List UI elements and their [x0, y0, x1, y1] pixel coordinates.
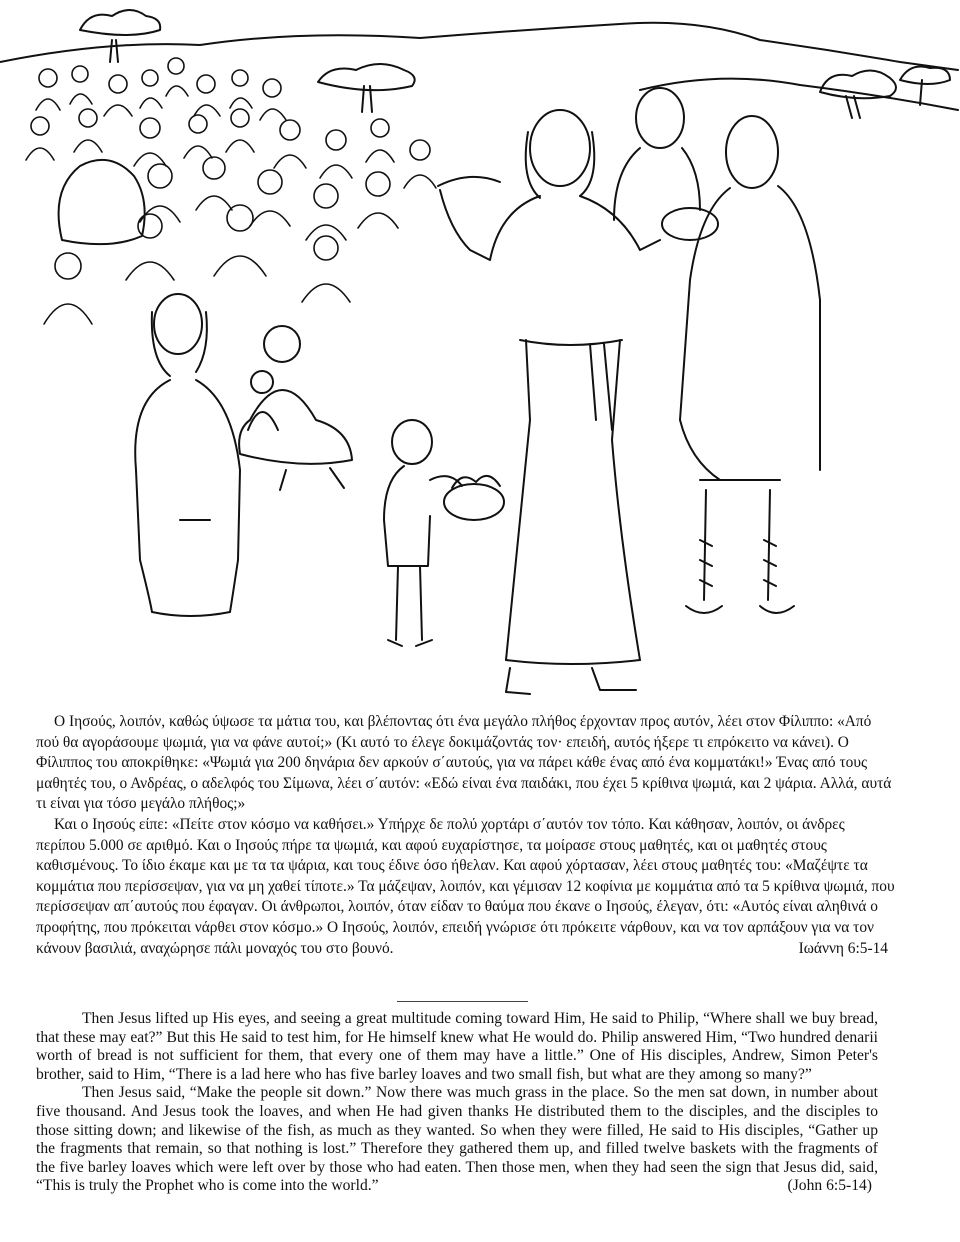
rock — [59, 160, 145, 244]
hill-line — [0, 23, 958, 70]
tree-mid-icon — [318, 64, 415, 112]
crowd — [26, 58, 436, 324]
section-divider — [397, 1001, 528, 1002]
greek-reference: Ιωάννη 6:5-14 — [798, 939, 888, 957]
tree-far-right-icon — [900, 67, 950, 106]
english-passage — [36, 1010, 878, 1196]
english-reference: (John 6:5-14) — [787, 1177, 872, 1195]
tree-left-icon — [80, 10, 160, 62]
english-paragraph-2-text: Then Jesus said, “Make the people sit down.” Now there was much grass in the place. So the men sat down, in number about five thousand. And Jesus took the loaves, and when He had given thanks He distributed them to the disciples, and the disciples to those sitting down; and likewise of the fish, as much as they wanted. So when they were filled, He said to His disciples, “Gather up the fragments that remain, so that nothing is lost.” Therefore they gathered them up, and filled twelve baskets with the fragments of the five barley loaves which were left over by those who had eaten. Then those men, when they had seen the sign that Jesus did, said, “This is truly the Prophet who is come into the world.” — [36, 1084, 878, 1195]
english-paragraph-2 — [36, 1084, 878, 1196]
greek-paragraph-2 — [36, 815, 896, 959]
jesus-center-figure — [438, 110, 718, 694]
english-paragraph-1: Then Jesus lifted up His eyes, and seeing a great multitude coming toward Him, He said to Philip, “Where shall we buy bread, that these may eat?” But this He said to test him, for He himself knew what He would do. Philip answered Him, “Two hundred denarii worth of bread is not sufficient for them, that every one of them may have a little.” One of His disciples, Andrew, Simon Peter's brother, said to Him, “There is a lad here who has five barley loaves and two small fish, but what are they among so many?” — [36, 1010, 878, 1083]
disciple-right-figure — [680, 116, 820, 613]
jesus-left-figure — [135, 294, 240, 616]
tree-right-icon — [820, 70, 896, 118]
seated-man-with-child — [239, 326, 352, 490]
disciple-background-figure — [614, 88, 700, 220]
greek-paragraph-1: Ο Ιησούς, λοιπόν, καθώς ύψωσε τα μάτια του, και βλέποντας ότι ένα μεγάλο πλήθος έρχονταν προς αυτόν, λέει στον Φίλιππο: «Από πού θα αγοράσουμε ψωμιά, για να φάνε αυτοί;» (Κι αυτό το έλεγε δοκιμάζοντάς τον· επειδή, αυτός ήξερε τι επρόκειτο να κάνει). Ο Φίλιππος του αποκρίθηκε: «Ψωμιά για 200 δηνάρια δεν αρκούν σ΄αυτούς, για να πάρει κάθε ένας από ένα κομματάκι!» Ένας από τους μαθητές του, ο Ανδρέας, ο αδελφός του Σίμωνα, λέει σ΄αυτόν: «Εδώ είναι ένα παιδάκι, που έχει 5 κρίθινα ψωμιά, και 2 ψάρια. Αλλά, αυτά τι είναι για τόσο μεγάλο πλήθος;» — [36, 713, 892, 813]
greek-paragraph-2-text: Και ο Ιησούς είπε: «Πείτε στον κόσμο να καθήσει.» Υπήρχε δε πολύ χορτάρι σ΄αυτόν τον τόπο. Και κάθησαν, λοιπόν, οι άνδρες περίπου 5.000 σε αριθμό. Και ο Ιησούς πήρε τα ψωμιά, και αφού ευχαρίστησε, τα μοίρασε στους μαθητές, και οι μαθητές στους καθισμένους. Το ίδιο έκαμε και με τα τα ψάρια, και τους έδινε όσο ήθελαν. Και αφού χόρτασαν, λέει στους μαθητές του: «Μαζέψτε τα κομμάτια που περίσσεψαν, για να μη χαθεί τίποτε.» Τα μάζεψαν, λοιπόν, και γέμισαν 12 κοφίνια με κομμάτια από τα 5 κρίθινα ψωμιά, που περίσσεψαν απ΄αυτούς που έφαγαν. Οι άνθρωποι, λοιπόν, όταν είδαν το θαύμα που έκανε ο Ιησούς, έλεγαν, ότι: «Αυτός είναι αληθινά ο προφήτης, που πρόκειται νάρθει στον κόσμο.» Ο Ιησούς, λοιπόν, επειδή γνώρισε ότι πρόκειτε νάρθουν, και να τον αρπάξουν για να τον κάνουν βασιλιά, αναχώρησε πάλι μοναχός του στο βουνό. — [36, 815, 895, 957]
boy-with-basket — [384, 420, 504, 646]
greek-passage — [36, 712, 896, 959]
